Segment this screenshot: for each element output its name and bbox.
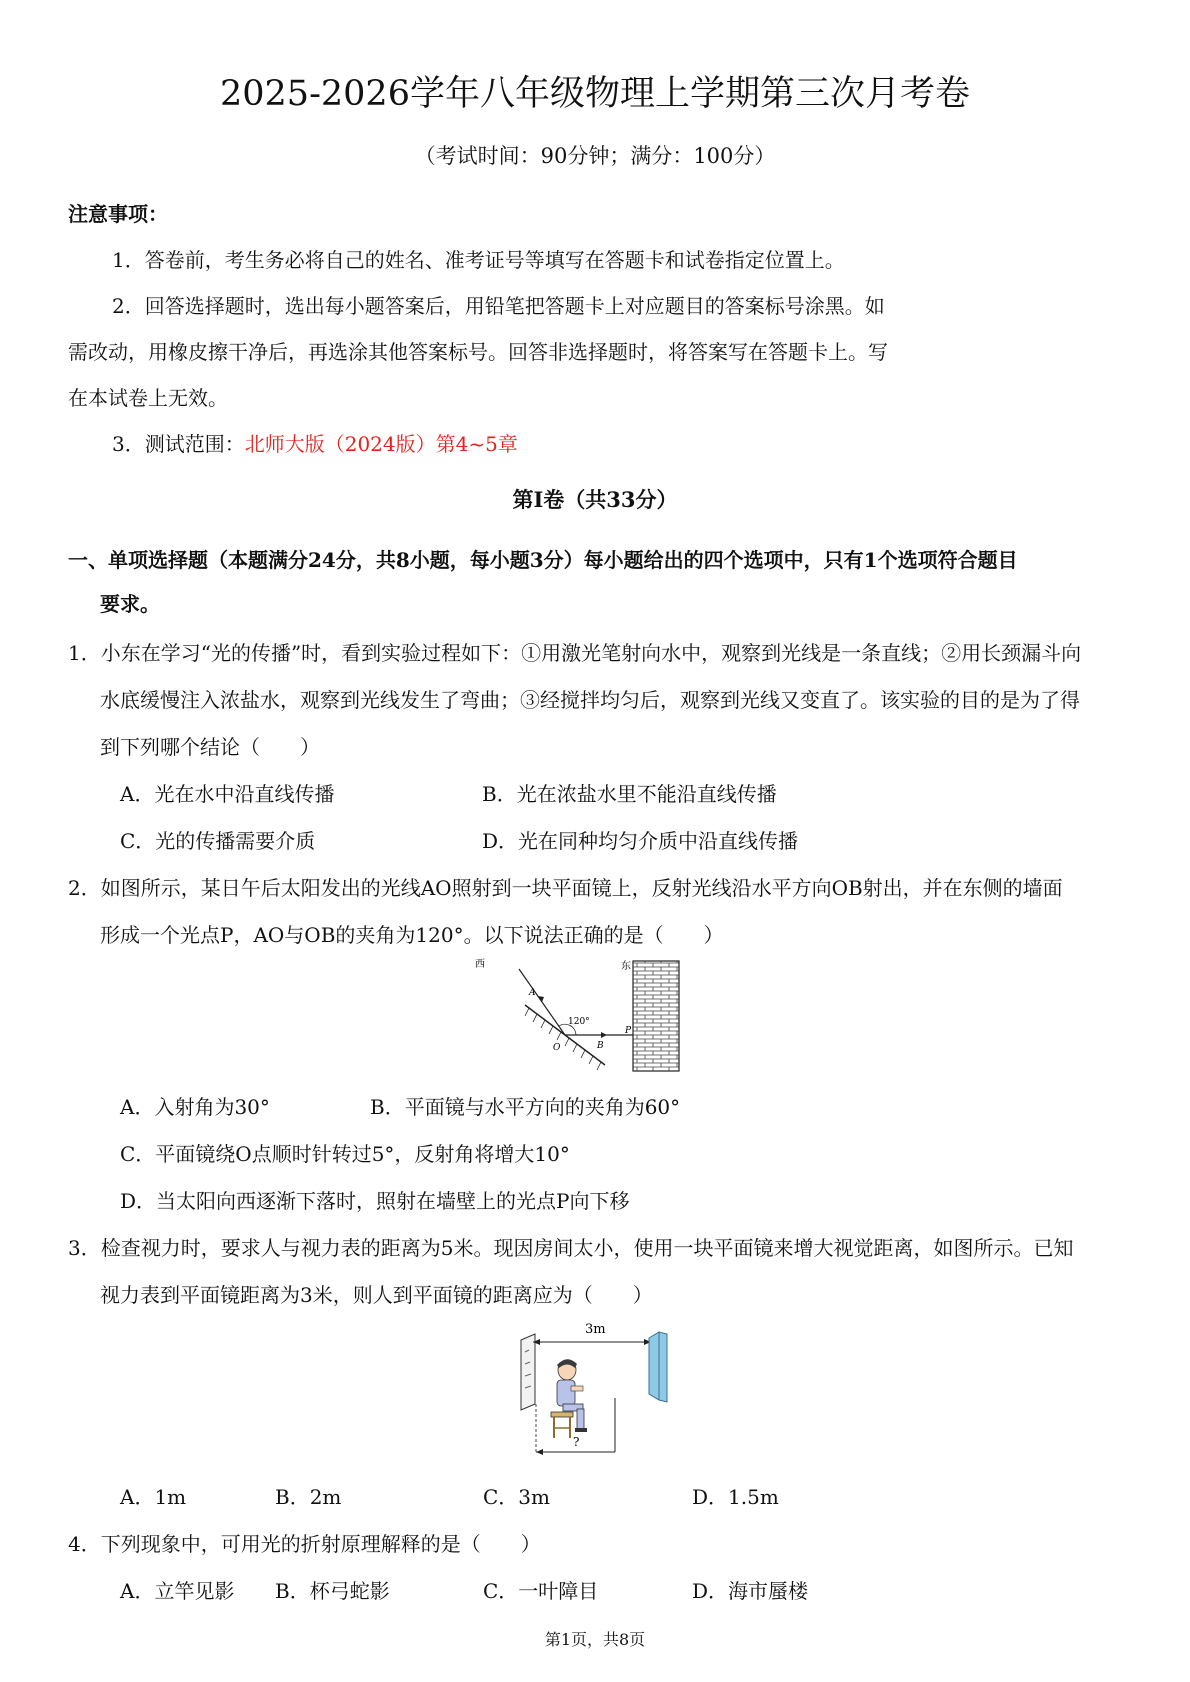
- point-o-label: O: [553, 1043, 561, 1053]
- question-1-line-2: 水底缓慢注入浓盐水，观察到光线发生了弯曲；③经搅拌均匀后，观察到光线又变直了。该实验的目的是为了得: [100, 688, 1080, 712]
- question-3-option-a: A．1m: [120, 1485, 187, 1509]
- section-title: 第I卷（共33分）: [512, 487, 678, 512]
- notice-item-3: [112, 428, 518, 457]
- question-4-option-a: A．立竿见影: [120, 1579, 235, 1603]
- eye-chart: [521, 1334, 535, 1410]
- question-1-option-c: C．光的传播需要介质: [120, 829, 316, 853]
- west-label: 西: [475, 959, 485, 970]
- reflected-ray-arrow: [601, 1032, 607, 1038]
- test-scope: 北师大版（2024版）第4~5章: [244, 432, 518, 456]
- notice-item-3-prefix: 3．测试范围：: [112, 432, 245, 456]
- question-2-option-b: B．平面镜与水平方向的夹角为60°: [370, 1095, 681, 1119]
- angle-label: 120°: [568, 1017, 590, 1027]
- question-3-option-c: C．3m: [483, 1485, 550, 1509]
- exam-subtitle: （考试时间：90分钟；满分：100分）: [414, 144, 776, 168]
- part-heading-line-2: 要求。: [100, 592, 160, 616]
- question-1-line-1: 1．小东在学习“光的传播”时，看到实验过程如下：①用激光笔射向水中，观察到光线是一条直线；②用长颈漏斗向: [68, 641, 1082, 665]
- point-a-label: A: [529, 988, 536, 998]
- stool: [551, 1412, 573, 1438]
- part-heading-line-1: 一、单项选择题（本题满分24分，共8小题，每小题3分）每小题给出的四个选项中，只有1个选项符合题目: [68, 548, 1018, 572]
- question-2-option-c: C．平面镜绕O点顺时针转过5°，反射角将增大10°: [120, 1142, 570, 1166]
- question-2-option-a: A．入射角为30°: [120, 1095, 270, 1119]
- point-b-label: B: [597, 1041, 604, 1051]
- east-label: 东: [621, 961, 631, 972]
- person-sitting: [557, 1359, 587, 1432]
- question-2-line-1: 2．如图所示，某日午后太阳发出的光线AO照射到一块平面镜上，反射光线沿水平方向OB射出，并在东侧的墙面: [68, 876, 1063, 900]
- notice-item-2-line-2: 需改动，用橡皮擦干净后，再选涂其他答案标号。回答非选择题时，将答案写在答题卡上。写: [68, 340, 888, 364]
- question-3-line-1: 3．检查视力时，要求人与视力表的距离为5米。现因房间太小，使用一块平面镜来增大视觉距离，如图所示。已知: [68, 1236, 1074, 1260]
- plane-mirror: [649, 1332, 667, 1402]
- question-1-option-d: D．光在同种均匀介质中沿直线传播: [482, 829, 799, 853]
- point-p-label: P: [625, 1026, 632, 1036]
- question-1-line-3: 到下列哪个结论（ ）: [100, 735, 320, 759]
- unknown-distance-label: ?: [573, 1435, 580, 1449]
- question-2-line-2: 形成一个光点P，AO与OB的夹角为120°。以下说法正确的是（ ）: [100, 923, 724, 947]
- notice-heading: 注意事项：: [68, 202, 168, 226]
- question-3-line-2: 视力表到平面镜距离为3米，则人到平面镜的距离应为（ ）: [100, 1283, 653, 1307]
- question-3-option-d: D．1.5m: [692, 1485, 779, 1509]
- distance-label: 3m: [585, 1322, 606, 1337]
- question-4-line-1: 4．下列现象中，可用光的折射原理解释的是（ ）: [68, 1532, 541, 1556]
- question-1-option-a: A．光在水中沿直线传播: [120, 782, 335, 806]
- page-footer: 第1页，共8页: [544, 1630, 646, 1649]
- east-wall: [633, 961, 679, 1071]
- question-4-option-b: B．杯弓蛇影: [275, 1579, 390, 1603]
- notice-item-1: 1．答卷前，考生务必将自己的姓名、准考证号等填写在答题卡和试卷指定位置上。: [112, 248, 845, 272]
- notice-item-2-line-3: 在本试卷上无效。: [68, 386, 228, 410]
- question-1-option-b: B．光在浓盐水里不能沿直线传播: [482, 782, 777, 806]
- eye-chart-diagram: [515, 1312, 690, 1462]
- notice-item-2-line-1: 2．回答选择题时，选出每小题答案后，用铅笔把答题卡上对应题目的答案标号涂黑。如: [112, 294, 885, 318]
- question-3-option-b: B．2m: [275, 1485, 342, 1509]
- reflection-diagram: [475, 955, 690, 1075]
- exam-title: 2025-2026学年八年级物理上学期第三次月考卷: [220, 74, 970, 114]
- question-2-option-d: D．当太阳向西逐渐下落时，照射在墙壁上的光点P向下移: [120, 1189, 630, 1213]
- question-4-option-d: D．海市蜃楼: [692, 1579, 809, 1603]
- question-4-option-c: C．一叶障目: [483, 1579, 599, 1603]
